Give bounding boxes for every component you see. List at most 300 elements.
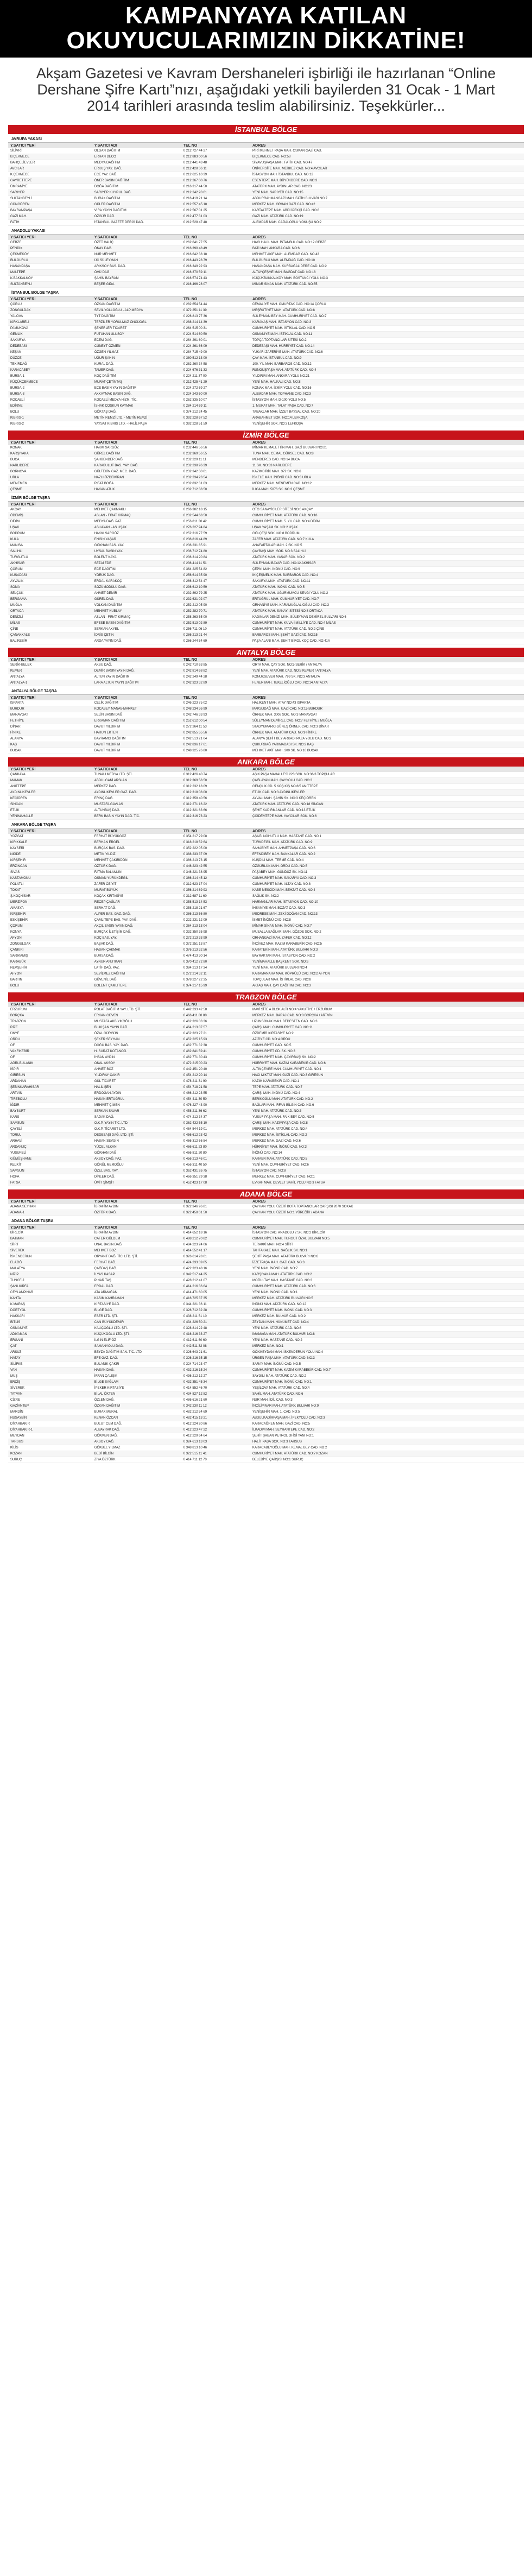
dealer-location: SAMSUN bbox=[8, 1168, 92, 1174]
column-header: Y.SATICI ADI bbox=[92, 657, 181, 662]
dealer-address: GÖLÇEŞİ SOK. NO:8 BODRUM bbox=[250, 531, 524, 537]
dealer-phone: 0 364 213 13 04 bbox=[181, 923, 250, 929]
dealer-phone: 0 212 883 00 56 bbox=[181, 154, 250, 160]
dealer-name: GÖKHAN BAS. YAY. bbox=[92, 543, 181, 549]
table-row bbox=[8, 1248, 524, 1254]
dealer-list bbox=[0, 125, 532, 1463]
table-row bbox=[8, 609, 524, 615]
dealer-name: ZAFER ÖZİYİT bbox=[92, 882, 181, 888]
dealer-name: HASAN ÇAKMAK bbox=[92, 947, 181, 953]
dealer-name: ÖVÜ DAĞ. bbox=[92, 270, 181, 276]
table-row bbox=[8, 1168, 524, 1174]
table-row bbox=[8, 1055, 524, 1061]
dealer-phone: 0 472 215 00 23 bbox=[181, 1061, 250, 1067]
dealer-location: ERZİNCAN bbox=[8, 864, 92, 870]
dealer-address: YENİ MAH. ATATÜRK CAD. NO:6 bbox=[250, 1326, 524, 1332]
table-row bbox=[8, 481, 524, 487]
dealer-location: GAYRETTEPE bbox=[8, 178, 92, 184]
table-row bbox=[8, 1284, 524, 1290]
dealer-phone: 0 252 212 05 90 bbox=[181, 603, 250, 609]
dealer-location: BORÇKA bbox=[8, 1013, 92, 1019]
dealer-phone: 0 232 544 68 50 bbox=[181, 513, 250, 519]
dealer-name: FERHAT BÜYÜKGÖZ bbox=[92, 834, 181, 840]
dealer-location: ÇORUM bbox=[8, 923, 92, 929]
dealer-name: DEMİR BASIN YAYIN DAĞ. bbox=[92, 668, 181, 674]
table-row bbox=[8, 929, 524, 935]
dealer-phone: 0 212 267 00 76 bbox=[181, 178, 250, 184]
dealer-name: SÖZÜMODÜLÜ DAĞ. bbox=[92, 585, 181, 591]
dealer-table-body bbox=[8, 1007, 524, 1186]
table-row bbox=[8, 445, 524, 451]
dealer-location: MAMAK bbox=[8, 778, 92, 784]
dealer-location: DİDİM bbox=[8, 519, 92, 525]
dealer-phone: 0 324 714 23 47 bbox=[181, 1362, 250, 1368]
dealer-location: ORTACA bbox=[8, 609, 92, 615]
dealer-address: KARAMANARA MAH. KÖPRÜLÜ CAD. NO:2 AFYON bbox=[250, 971, 524, 977]
column-header: TEL NO bbox=[181, 1225, 250, 1230]
dealer-name: SERKAN AKYEL bbox=[92, 626, 181, 632]
dealer-address: İHSANİYE MAH. BOZAT CAD. NO:3 bbox=[250, 906, 524, 912]
dealer-address: MUSALLA BAĞLARI MAH. GÖZDE SOK. NO:2 bbox=[250, 929, 524, 935]
dealer-address: ÇAĞLAYAN MAH. ÇAYYOLU CAD. NO:3 bbox=[250, 778, 524, 784]
dealer-location: ÇANKIRI bbox=[8, 947, 92, 953]
dealer-name: LATİF DAĞ. PAZ. bbox=[92, 965, 181, 971]
dealer-phone: 0 246 223 75 02 bbox=[181, 700, 250, 706]
table-row bbox=[8, 264, 524, 270]
table-row bbox=[8, 1278, 524, 1284]
dealer-address: HACI HALİL MAH. İSTANBUL CAD. NO:12 GEBZE bbox=[250, 240, 524, 246]
dealer-name: İDRİS ÇETİN bbox=[92, 632, 181, 638]
dealer-phone: 0 212 528 47 48 bbox=[181, 220, 250, 226]
dealer-phone: 0 428 212 41 07 bbox=[181, 1278, 250, 1284]
dealer-location: BOLU bbox=[8, 409, 92, 415]
column-header: Y.SATICI YERİ bbox=[8, 440, 92, 445]
dealer-location: GAZİANTEP bbox=[8, 1403, 92, 1409]
dealer-phone: 0 384 213 17 34 bbox=[181, 965, 250, 971]
dealer-phone: 0 386 213 73 15 bbox=[181, 858, 250, 864]
dealer-phone: 0 312 426 40 74 bbox=[181, 772, 250, 778]
column-header: ADRES bbox=[250, 440, 524, 445]
dealer-phone: 0 462 771 30 43 bbox=[181, 1055, 250, 1061]
dealer-name: BİLGE SAĞLAM bbox=[92, 1379, 181, 1385]
dealer-location: ŞANLIURFA bbox=[8, 1284, 92, 1290]
dealer-phone: 0 216 642 38 18 bbox=[181, 252, 250, 258]
dealer-phone: 0 322 346 96 81 bbox=[181, 1204, 250, 1210]
dealer-location: VAKFIKEBİR bbox=[8, 1049, 92, 1055]
dealer-name: O.K.P. YAYIN TİC. LTD. bbox=[92, 1121, 181, 1126]
dealer-name: GÖKTAŞ DAĞ. bbox=[92, 409, 181, 415]
dealer-phone: 0 462 326 03 36 bbox=[181, 1019, 250, 1025]
dealer-table-head bbox=[8, 440, 524, 445]
dealer-phone: 0 474 212 34 37 bbox=[181, 1115, 250, 1121]
dealer-address: MENDERES CAD. NO:14 BUCA bbox=[250, 457, 524, 463]
dealer-phone: 0 456 612 23 42 bbox=[181, 1132, 250, 1138]
dealer-phone: 0 312 369 58 50 bbox=[181, 778, 250, 784]
dealer-phone: 0 370 412 72 80 bbox=[181, 959, 250, 965]
dealer-phone: 0 212 425 41 29 bbox=[181, 379, 250, 385]
dealer-location: ÇANKAYA bbox=[8, 772, 92, 778]
dealer-address: HÜRRİYET MAH. İNÖNÜ CAD. NO:3 bbox=[250, 1144, 524, 1150]
dealer-address: TÜRKDEĞİL MAH. ATATÜRK CAD. NO:9 bbox=[250, 840, 524, 846]
dealer-address: PİRİ MEHMET PAŞA MAH. OSMAN GAZİ CAD. bbox=[250, 148, 524, 154]
dealer-table-body bbox=[8, 148, 524, 226]
column-header: Y.SATICI YERİ bbox=[8, 1002, 92, 1007]
dealer-phone: 0 264 291 60 01 bbox=[181, 338, 250, 344]
dealer-address: KAZIMDİRİK MAH. 372 SK. NO:6 bbox=[250, 469, 524, 475]
table-row bbox=[8, 772, 524, 778]
group-header: ANTALYA BÖLGE TAŞRA bbox=[8, 688, 524, 695]
dealer-phone: 0 264 515 00 31 bbox=[181, 326, 250, 332]
table-row bbox=[8, 190, 524, 196]
table-row bbox=[8, 852, 524, 858]
table-row bbox=[8, 1079, 524, 1085]
table-row bbox=[8, 356, 524, 362]
dealer-location: SALİHLİ bbox=[8, 549, 92, 555]
dealer-location: ARSUZ bbox=[8, 1350, 92, 1356]
dealer-name: BOLENT KAYA bbox=[92, 555, 181, 561]
column-header: Y.SATICI ADI bbox=[92, 1225, 181, 1230]
dealer-location: BAYBURT bbox=[8, 1109, 92, 1115]
dealer-phone: 0 326 712 32 28 bbox=[181, 1308, 250, 1314]
table-row bbox=[8, 742, 524, 748]
dealer-name: GÜVENİL DAĞ. bbox=[92, 977, 181, 983]
table-row bbox=[8, 457, 524, 463]
table-row bbox=[8, 858, 524, 864]
dealer-address: YENİ MAH. ATATÜRK CAD. NO:8 KEMER / ANTALYA bbox=[250, 668, 524, 674]
dealer-location: KIRIKKALE bbox=[8, 840, 92, 846]
dealer-location: FATSA bbox=[8, 1180, 92, 1186]
dealer-name: ÖZTÜRK DAĞ. bbox=[92, 864, 181, 870]
table-row bbox=[8, 549, 524, 555]
header-row bbox=[8, 440, 524, 445]
column-header: ADRES bbox=[250, 828, 524, 834]
dealer-phone: 0 354 217 29 08 bbox=[181, 834, 250, 840]
dealer-location: KASTAMONU bbox=[8, 876, 92, 882]
table-row bbox=[8, 579, 524, 585]
dealer-address: SARAY MAH. İNÖNÜ CAD. NO:5 bbox=[250, 1362, 524, 1368]
dealer-name: VOLKAN DAĞITIM bbox=[92, 603, 181, 609]
dealer-address: ALEMDAR MAH. CAĞALOĞLU YOKUŞU NO:2 bbox=[250, 220, 524, 226]
dealer-address: İNCİVEZ MAH. KAZIM KARABEKİR CAD. NO:5 bbox=[250, 941, 524, 947]
dealer-location: B.ÇEKMECE bbox=[8, 154, 92, 160]
dealer-address: EVKAF MAH. DEVLET SAHİL YOLU NO:3 FATSA bbox=[250, 1180, 524, 1186]
dealer-phone: 0 224 261 66 09 bbox=[181, 344, 250, 350]
dealer-phone: 0 358 513 14 53 bbox=[181, 900, 250, 906]
dealer-address: ALANYA ŞEHİT BEY ARKADI PAZA YOLU CAD. NO:2 bbox=[250, 736, 524, 742]
dealer-phone: 0 344 221 36 11 bbox=[181, 1302, 250, 1308]
table-row bbox=[8, 840, 524, 846]
dealer-phone: 0 332 350 35 98 bbox=[181, 929, 250, 935]
table-row bbox=[8, 1115, 524, 1121]
dealer-phone: 0 212 625 10 39 bbox=[181, 172, 250, 178]
dealer-address: MERKEZ MAH. ATATÜRK CAD. NO:4 bbox=[250, 1126, 524, 1132]
dealer-phone: 0 232 631 02 07 bbox=[181, 597, 250, 603]
table-row bbox=[8, 537, 524, 543]
dealer-name: BAŞAK DAĞ. bbox=[92, 941, 181, 947]
dealer-phone: 0 442 511 32 08 bbox=[181, 1344, 250, 1350]
dealer-location: KİLİS bbox=[8, 1445, 92, 1451]
table-row bbox=[8, 834, 524, 840]
dealer-name: TAMER DAĞ. bbox=[92, 368, 181, 374]
table-row bbox=[8, 258, 524, 264]
dealer-table bbox=[8, 828, 524, 989]
dealer-table bbox=[8, 1225, 524, 1463]
dealer-phone: 0 242 710 63 85 bbox=[181, 662, 250, 668]
dealer-address: BAĞLAR MAH. İRFAN BİLGİN CAD. NO:6 bbox=[250, 1103, 524, 1109]
dealer-phone: 0 212 441 43 48 bbox=[181, 160, 250, 166]
dealer-location: SURUÇ bbox=[8, 1457, 92, 1463]
dealer-address: HACI MİKTAT MAH. GAZİ CAD. NO:3 GİRESUN bbox=[250, 1073, 524, 1079]
header-row bbox=[8, 235, 524, 240]
dealer-address: AKTAŞ MAH. ÇAY DAĞITIM CAD. NO:3 bbox=[250, 983, 524, 989]
dealer-location: BOLU bbox=[8, 983, 92, 989]
dealer-name: AKSOY DAĞ. bbox=[92, 1439, 181, 1445]
dealer-location: KARŞIYAKA bbox=[8, 451, 92, 457]
dealer-address: ÇUKURBAĞ YARIMADASI SK. NO:2 KAŞ bbox=[250, 742, 524, 748]
dealer-address: SAĞLIK SK. NO:2 bbox=[250, 894, 524, 900]
dealer-address: ŞEHİT PAŞA MAH. ATATÜRK BULVARI NO:6 bbox=[250, 1254, 524, 1260]
table-row bbox=[8, 1210, 524, 1216]
table-row bbox=[8, 1180, 524, 1186]
dealer-address: MİMAR KEMALETTİN MAH. GAZİ BULVARI NO:21 bbox=[250, 445, 524, 451]
dealer-name: BOLENT ÇAMLITEPE bbox=[92, 983, 181, 989]
dealer-location: BAYRAMPAŞA bbox=[8, 208, 92, 214]
dealer-name: ÖZGÜR DAĞ. bbox=[92, 214, 181, 220]
table-row bbox=[8, 326, 524, 332]
table-row bbox=[8, 1144, 524, 1150]
table-row bbox=[8, 1409, 524, 1415]
dealer-location: DİNAR bbox=[8, 724, 92, 730]
dealer-location: ELAZIĞ bbox=[8, 1260, 92, 1266]
dealer-name: BEŞER GIDA bbox=[92, 282, 181, 288]
dealer-address: ŞEHİT KADIRMANLAR CAD. NO:13 ETLİK bbox=[250, 808, 524, 814]
dealer-address: YENİŞEHİR MAH. 1. CAD. NO:5 bbox=[250, 1409, 524, 1415]
dealer-location: KELKİT bbox=[8, 1162, 92, 1168]
dealer-phone: 0 252 513 02 89 bbox=[181, 621, 250, 626]
dealer-name: İSTANBUL GAZETE DERGİ DAĞ. bbox=[92, 220, 181, 226]
dealer-phone: 0 224 676 31 33 bbox=[181, 368, 250, 374]
dealer-name: KALİÇOĞLU LTD. ŞTİ. bbox=[92, 1326, 181, 1332]
dealer-phone: 0 328 814 22 48 bbox=[181, 1326, 250, 1332]
dealer-name: MURAT BÜYÜK bbox=[92, 888, 181, 894]
table-row bbox=[8, 276, 524, 282]
dealer-name: ŞAHBENDER DAĞ. bbox=[92, 457, 181, 463]
table-row bbox=[8, 1296, 524, 1302]
dealer-name: ERKUŞ YAY. DAĞ. bbox=[92, 166, 181, 172]
dealer-name: ÖZKAN DAĞITIM bbox=[92, 302, 181, 308]
dealer-table bbox=[8, 695, 524, 754]
dealer-phone: 0 212 428 36 11 bbox=[181, 166, 250, 172]
table-row bbox=[8, 1308, 524, 1314]
dealer-address: ZEYDAN MAH. HÜKÜMET CAD. NO:4 bbox=[250, 1320, 524, 1326]
column-header: TEL NO bbox=[181, 296, 250, 302]
dealer-name: ÖNAY DAĞ. bbox=[92, 246, 181, 252]
dealer-address: MİMAR SİNAN MAH. İNÖNÜ CAD. NO:7 bbox=[250, 923, 524, 929]
dealer-address: BATI MAH. ANKARA CAD. NO:6 bbox=[250, 246, 524, 252]
dealer-name: KOCABEY MANAV-MARKET bbox=[92, 706, 181, 712]
dealer-phone: 0 392 228 67 52 bbox=[181, 415, 250, 421]
dealer-address: SAHABİYE MAH. AHMETPAŞA CAD. NO:6 bbox=[250, 846, 524, 852]
table-row bbox=[8, 1272, 524, 1278]
table-row bbox=[8, 1007, 524, 1013]
dealer-phone: 0 312 318 08 00 bbox=[181, 790, 250, 796]
dealer-location: DİYARBAKIR bbox=[8, 1421, 92, 1427]
dealer-phone: 0 414 652 18 16 bbox=[181, 1230, 250, 1236]
table-row bbox=[8, 1073, 524, 1079]
column-header: Y.SATICI YERİ bbox=[8, 767, 92, 772]
dealer-location: İĞDIR bbox=[8, 1103, 92, 1109]
dealer-address: SÜLEYMAN DEMİREL CAD. NO:7 FETHİYE / MUĞLA bbox=[250, 718, 524, 724]
dealer-location: MEYDAN bbox=[8, 1433, 92, 1439]
dealer-address: TABAKLAR MAH. İZZET BAYSAL CAD. NO:20 bbox=[250, 409, 524, 415]
dealer-location: KIBRIS-2 bbox=[8, 421, 92, 427]
dealer-phone: 0 266 382 18 15 bbox=[181, 507, 250, 513]
dealer-location: ERZURUM bbox=[8, 1007, 92, 1013]
table-row bbox=[8, 736, 524, 742]
dealer-name: POLAT DAĞITIM YAY. LTD. ŞTİ. bbox=[92, 1007, 181, 1013]
dealer-name: SEVİLMEZ DAĞITIM bbox=[92, 971, 181, 977]
table-row bbox=[8, 959, 524, 965]
table-row bbox=[8, 573, 524, 579]
dealer-name: SELİN BASIN DAĞ. bbox=[92, 712, 181, 718]
dealer-address: ABDULKADİRPAŞA MAH. İPEKYOLU CAD. NO:3 bbox=[250, 1415, 524, 1421]
dealer-phone: 0 282 654 54 44 bbox=[181, 302, 250, 308]
dealer-phone: 0 242 513 21 04 bbox=[181, 736, 250, 742]
table-row bbox=[8, 344, 524, 350]
dealer-location: MALATYA bbox=[8, 1266, 92, 1272]
dealer-phone: 0 248 234 36 99 bbox=[181, 706, 250, 712]
dealer-table-body bbox=[8, 1204, 524, 1216]
dealer-location: SELÇUK bbox=[8, 591, 92, 597]
table-row bbox=[8, 507, 524, 513]
dealer-address: KARATEKİN MAH. ATATÜRK BULVARI NO:3 bbox=[250, 947, 524, 953]
column-header: TEL NO bbox=[181, 235, 250, 240]
header-row bbox=[8, 657, 524, 662]
table-row bbox=[8, 718, 524, 724]
dealer-name: SAMANYOLU DAĞ. bbox=[92, 1344, 181, 1350]
dealer-phone: 0 414 471 60 05 bbox=[181, 1290, 250, 1296]
dealer-address: YUKARI ZAFERİYE MAH. ATATÜRK CAD. NO:6 bbox=[250, 350, 524, 356]
dealer-location: SAKARYA bbox=[8, 338, 92, 344]
dealer-address: TEPE MAH. ATATÜRK CAD. NO:7 bbox=[250, 1085, 524, 1091]
dealer-location: NEVŞEHİR bbox=[8, 965, 92, 971]
table-row bbox=[8, 1350, 524, 1356]
dealer-location: ÇORLU bbox=[8, 302, 92, 308]
table-row bbox=[8, 1174, 524, 1180]
dealer-name: UĞUR ŞAHİN bbox=[92, 356, 181, 362]
dealer-name: EFESE BASIN DAĞITIM bbox=[92, 621, 181, 626]
dealer-location: GİRESUN bbox=[8, 1073, 92, 1079]
dealer-address: CUMHURİYET MAH. ÇAYIRBAŞI SK. NO:2 bbox=[250, 1055, 524, 1061]
dealer-name: ERDAL DAĞ. bbox=[92, 1284, 181, 1290]
dealer-phone: 0 326 643 21 61 bbox=[181, 1350, 250, 1356]
dealer-phone: 0 212 567 01 25 bbox=[181, 208, 250, 214]
dealer-address: ÇARŞI MAH. İNÖNÜ CAD. NO:4 bbox=[250, 1091, 524, 1097]
dealer-phone: 0 462 771 32 38 bbox=[181, 1043, 250, 1049]
dealer-name: BİLAL ÖKTEN bbox=[92, 1391, 181, 1397]
dealer-location: MENEMEN bbox=[8, 481, 92, 487]
table-row bbox=[8, 1162, 524, 1168]
dealer-location: TEKİRDAĞ bbox=[8, 362, 92, 368]
dealer-location: AYVALIK bbox=[8, 579, 92, 585]
campaign-banner bbox=[0, 0, 532, 58]
dealer-address: 1. MURAT MAH. TALAT PAŞA CAD. NO:7 bbox=[250, 403, 524, 409]
column-header: Y.SATICI ADI bbox=[92, 767, 181, 772]
dealer-name: CÜNEYT ÖZMEN bbox=[92, 344, 181, 350]
dealer-phone: 0 226 813 77 36 bbox=[181, 314, 250, 320]
dealer-phone: 0 438 211 51 10 bbox=[181, 1314, 250, 1320]
table-row bbox=[8, 1043, 524, 1049]
dealer-name: UNAL BASIN DAĞ. bbox=[92, 1242, 181, 1248]
dealer-location: DÜZCE bbox=[8, 356, 92, 362]
dealer-name: KOÇ BAS. YAY. bbox=[92, 935, 181, 941]
dealer-name: OSMAN YÜRÜKDEĞİL bbox=[92, 876, 181, 882]
dealer-phone: 0 252 282 70 71 bbox=[181, 609, 250, 615]
table-row bbox=[8, 214, 524, 220]
dealer-address: BARBAROS MAH. ŞEHİT GAZİ CAD. NO:15 bbox=[250, 632, 524, 638]
column-header: ADRES bbox=[250, 502, 524, 507]
dealer-address: KONAK MAH. İZMİR YOLU CAD. NO:16 bbox=[250, 385, 524, 391]
header-row bbox=[8, 1225, 524, 1230]
dealer-location: HASANPAŞA bbox=[8, 264, 92, 270]
dealer-address: ORHANİYE MAH. KARAMUĞLALIOĞLU CAD. NO:3 bbox=[250, 603, 524, 609]
dealer-address: SÜLEYMAN BEY MAH. CUMHURİYET CAD. NO:7 bbox=[250, 314, 524, 320]
dealer-table-head bbox=[8, 296, 524, 302]
dealer-name: YÖRÜK DAĞ. bbox=[92, 573, 181, 579]
dealer-phone: 0 312 321 63 66 bbox=[181, 808, 250, 814]
dealer-address: MERKEZ MAH. ORHAN GAZİ CAD. NO:42 bbox=[250, 202, 524, 208]
dealer-address: BERİKOĞLU MAH. ATATÜRK CAD. NO:2 bbox=[250, 1097, 524, 1103]
dealer-location: KAHTA bbox=[8, 1296, 92, 1302]
dealer-name: AKÇIL BASIN YAYIN DAĞ. bbox=[92, 923, 181, 929]
table-row bbox=[8, 1403, 524, 1409]
dealer-name: MEHMET KUBLAY bbox=[92, 609, 181, 615]
table-row bbox=[8, 796, 524, 802]
dealer-location: NİĞDE bbox=[8, 852, 92, 858]
table-row bbox=[8, 1138, 524, 1144]
dealer-name: ASLAN - FIRAT KIRMAÇ bbox=[92, 513, 181, 519]
dealer-name: SADAK DAĞ. bbox=[92, 1115, 181, 1121]
dealer-address: İKİÇEŞMELİK MAH. BARBAROS CAD. NO:4 bbox=[250, 573, 524, 579]
table-row bbox=[8, 668, 524, 674]
dealer-address: SAKARYA MAH. ATATÜRK CAD. NO:11 bbox=[250, 579, 524, 585]
dealer-phone: 0 224 514 60 50 bbox=[181, 332, 250, 338]
dealer-name: HASAN SEVGİN bbox=[92, 1138, 181, 1144]
dealer-location: BUCA bbox=[8, 457, 92, 463]
dealer-name: HAKAN ATUK bbox=[92, 487, 181, 493]
table-row bbox=[8, 302, 524, 308]
dealer-name: UYSAL BASIN YAY. bbox=[92, 549, 181, 555]
table-row bbox=[8, 1025, 524, 1031]
dealer-table-head bbox=[8, 695, 524, 700]
table-row bbox=[8, 555, 524, 561]
dealer-address: MEHMET AKİF MAH. 300 SK. NO:10 BUCAK bbox=[250, 748, 524, 754]
dealer-phone: 0 442 233 42 58 bbox=[181, 1007, 250, 1013]
dealer-name: ESER LTD. ŞTİ. bbox=[92, 1314, 181, 1320]
table-row bbox=[8, 1109, 524, 1115]
dealer-location: AYDINLIKEVLER bbox=[8, 790, 92, 796]
dealer-phone: 0 284 715 49 00 bbox=[181, 350, 250, 356]
dealer-location: ANTALYA bbox=[8, 674, 92, 680]
dealer-location: PENDİK bbox=[8, 246, 92, 252]
dealer-address: YENİ MAH. SARIYER CAD. NO:15 bbox=[250, 190, 524, 196]
dealer-phone: 0 212 477 31 03 bbox=[181, 214, 250, 220]
dealer-address: AYVALI MAH. ŞAHİN SK. NO:3 KEÇİÖREN bbox=[250, 796, 524, 802]
dealer-address: PAŞA ALANI MAH. ŞEHİT BİROL KOÇ CAD. NO:41A bbox=[250, 638, 524, 644]
dealer-location: BULGURLU bbox=[8, 258, 92, 264]
dealer-phone: 0 452 423 17 08 bbox=[181, 1180, 250, 1186]
dealer-location: ÇANAKKALE bbox=[8, 632, 92, 638]
